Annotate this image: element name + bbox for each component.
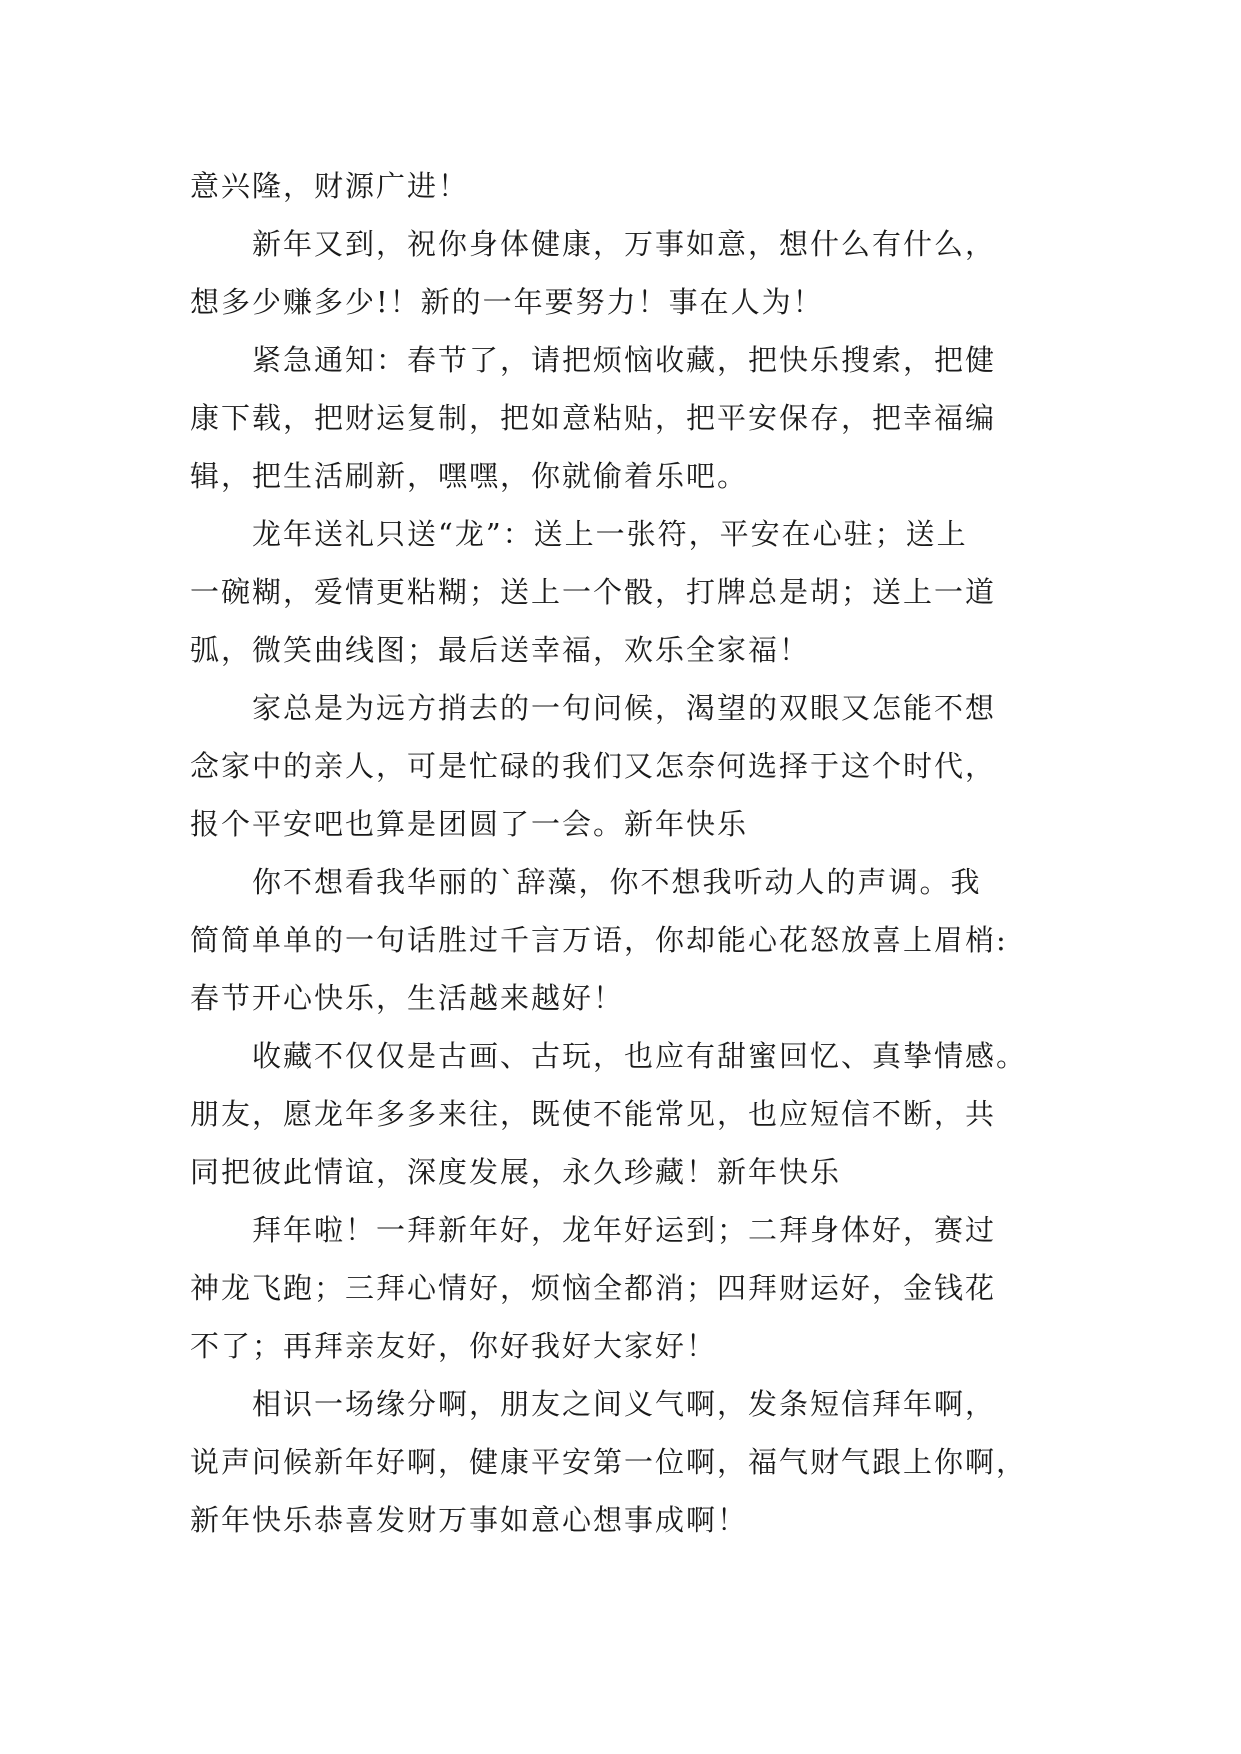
text-line: 意兴隆，财源广进！ (190, 169, 470, 203)
text-line: 弧，微笑曲线图；最后送幸福，欢乐全家福！ (190, 633, 811, 667)
text-line: 家总是为远方捎去的一句问候，渴望的双眼又怎能不想 (252, 691, 997, 725)
text-line: 朋友，愿龙年多多来往，既使不能常见，也应短信不断，共 (190, 1097, 997, 1131)
text-line: 辑，把生活刷新，嘿嘿，你就偷着乐吧。 (190, 459, 749, 493)
text-line: 新年又到，祝你身体健康，万事如意，想什么有什么， (252, 227, 997, 261)
text-line: 说声问候新年好啊，健康平安第一位啊，福气财气跟上你啊， (190, 1445, 1028, 1479)
text-line: 新年快乐恭喜发财万事如意心想事成啊！ (190, 1503, 749, 1537)
document-body (190, 157, 1060, 1549)
text-line: 拜年啦！一拜新年好，龙年好运到；二拜身体好，赛过 (252, 1213, 997, 1247)
text-line: 念家中的亲人，可是忙碌的我们又怎奈何选择于这个时代， (190, 749, 997, 783)
text-line: 相识一场缘分啊，朋友之间义气啊，发条短信拜年啊， (252, 1387, 997, 1421)
text-line: 一碗糊，爱情更粘糊；送上一个骰，打牌总是胡；送上一道 (190, 575, 997, 609)
text-line: 不了；再拜亲友好，你好我好大家好！ (190, 1329, 718, 1363)
text-line: 同把彼此情谊，深度发展，永久珍藏！新年快乐 (190, 1155, 842, 1189)
text-line: 紧急通知：春节了，请把烦恼收藏，把快乐搜索，把健 (252, 343, 997, 377)
text-line: 报个平安吧也算是团圆了一会。新年快乐 (190, 807, 749, 841)
text-line: 龙年送礼只送“龙”：送上一张符，平安在心驻；送上 (252, 517, 968, 551)
text-line: 简简单单的一句话胜过千言万语，你却能心花怒放喜上眉梢: (190, 923, 1008, 957)
text-line: 你不想看我华丽的`辞藻，你不想我听动人的声调。我 (252, 865, 982, 899)
text-line: 康下载，把财运复制，把如意粘贴，把平安保存，把幸福编 (190, 401, 997, 435)
text-line: 收藏不仅仅是古画、古玩，也应有甜蜜回忆、真挚情感。 (252, 1039, 1028, 1073)
text-line: 想多少赚多少!！新的一年要努力！事在人为！ (190, 285, 824, 319)
text-line: 神龙飞跑；三拜心情好，烦恼全都消；四拜财运好，金钱花 (190, 1271, 997, 1305)
text-line: 春节开心快乐，生活越来越好！ (190, 981, 625, 1015)
